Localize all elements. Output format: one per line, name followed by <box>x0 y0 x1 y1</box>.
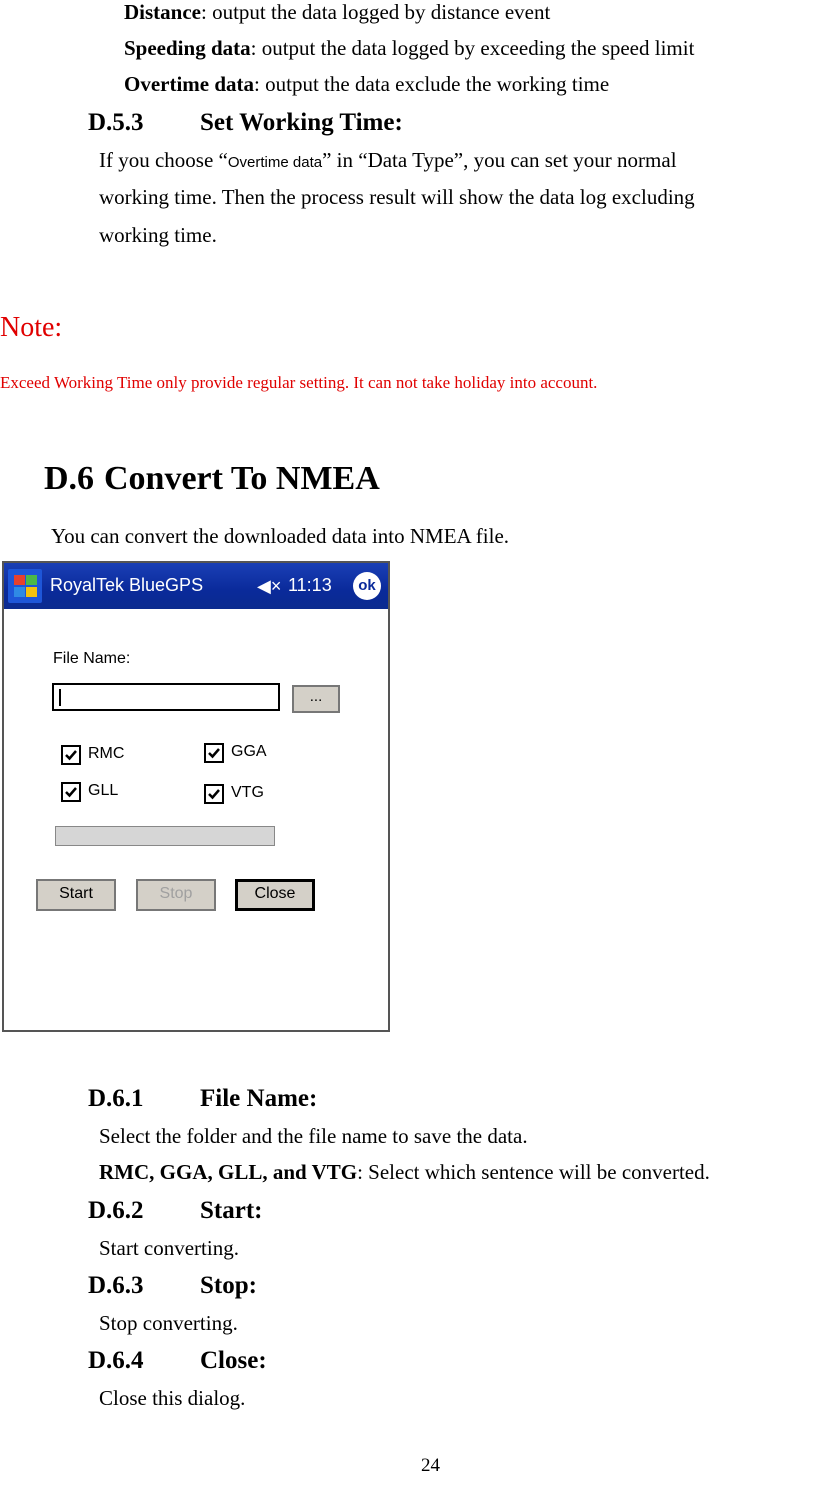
page-number: 24 <box>421 1455 440 1476</box>
list-item-distance <box>124 0 550 25</box>
heading-number: D.6.4 <box>88 1347 144 1374</box>
convert-dialog-screenshot <box>2 561 390 1032</box>
check-icon <box>64 785 78 799</box>
heading-d61 <box>88 1084 317 1114</box>
text: : Select which sentence will be converted. <box>357 1160 710 1184</box>
heading-number: D.6 <box>44 460 95 497</box>
heading-d64 <box>88 1346 267 1376</box>
list-item-overtime <box>124 71 609 97</box>
desc: : output the data exclude the working time <box>254 72 610 96</box>
heading-d6 <box>44 460 380 498</box>
term: Speeding data <box>124 36 251 60</box>
heading-number: D.5.3 <box>88 109 144 136</box>
check-icon <box>207 787 221 801</box>
d61-line-1: Select the folder and the file name to save the data. <box>99 1124 528 1148</box>
app-title: RoyalTek BlueGPS <box>50 575 204 595</box>
d6-intro: You can convert the downloaded data into NMEA file. <box>51 524 510 548</box>
heading-number: D.6.2 <box>88 1197 144 1224</box>
note-text: Exceed Working Time only provide regular setting. It can not take holiday into account. <box>0 373 598 392</box>
checkbox-box[interactable] <box>204 784 224 804</box>
d62-text: Start converting. <box>99 1236 239 1260</box>
stop-button[interactable]: Stop <box>136 879 216 911</box>
checkbox-box[interactable] <box>61 782 81 802</box>
d61-line-2 <box>99 1159 710 1185</box>
heading-title: File Name: <box>200 1085 318 1112</box>
clock[interactable]: 11:13 <box>288 575 332 595</box>
heading-number: D.6.1 <box>88 1085 144 1112</box>
checkbox-label[interactable]: RMC <box>88 745 125 762</box>
sentence-types: RMC, GGA, GLL, and VTG <box>99 1160 358 1184</box>
checkbox-label[interactable]: GGA <box>231 743 267 760</box>
desc: : output the data logged by distance event <box>201 0 551 24</box>
checkbox-label[interactable]: VTG <box>231 784 264 801</box>
title-bar <box>4 563 388 609</box>
text: ” in “Data Type”, you can set your normal <box>322 148 677 172</box>
windows-start-icon[interactable] <box>8 569 42 603</box>
d64-text: Close this dialog. <box>99 1386 246 1410</box>
check-icon <box>207 746 221 760</box>
term: Distance <box>124 0 201 24</box>
heading-title: Set Working Time: <box>200 109 403 136</box>
heading-number: D.6.3 <box>88 1272 144 1299</box>
checkbox-label[interactable]: GLL <box>88 782 119 799</box>
text: If you choose “ <box>99 148 228 172</box>
checkbox-box[interactable] <box>61 745 81 765</box>
start-button[interactable]: Start <box>36 879 116 911</box>
note-title: Note: <box>0 312 63 343</box>
ok-button[interactable]: ok <box>353 572 381 600</box>
term: Overtime data <box>124 72 255 96</box>
d53-line-1 <box>99 147 677 176</box>
inline-term: Overtime data <box>227 154 323 171</box>
heading-title: Stop: <box>200 1272 257 1299</box>
heading-d53 <box>88 108 403 138</box>
d63-text: Stop converting. <box>99 1311 238 1335</box>
heading-d62 <box>88 1196 262 1226</box>
heading-d63 <box>88 1271 257 1301</box>
speaker-muted-icon[interactable]: ◀× <box>257 576 282 596</box>
check-icon <box>64 748 78 762</box>
file-name-label: File Name: <box>53 650 131 667</box>
checkbox-box[interactable] <box>204 743 224 763</box>
file-name-input[interactable] <box>52 683 280 711</box>
d53-line-2: working time. Then the process result will show the data log excluding <box>99 185 695 209</box>
desc: : output the data logged by exceeding the speed limit <box>250 36 695 60</box>
progress-bar <box>55 826 275 846</box>
browse-button[interactable]: ... <box>292 685 340 713</box>
d53-line-3: working time. <box>99 223 217 247</box>
heading-title: Start: <box>200 1197 263 1224</box>
heading-title: Close: <box>200 1347 267 1374</box>
text-caret <box>59 689 61 706</box>
close-button[interactable]: Close <box>235 879 315 911</box>
list-item-speeding <box>124 35 694 61</box>
heading-title: Convert To NMEA <box>104 460 380 497</box>
